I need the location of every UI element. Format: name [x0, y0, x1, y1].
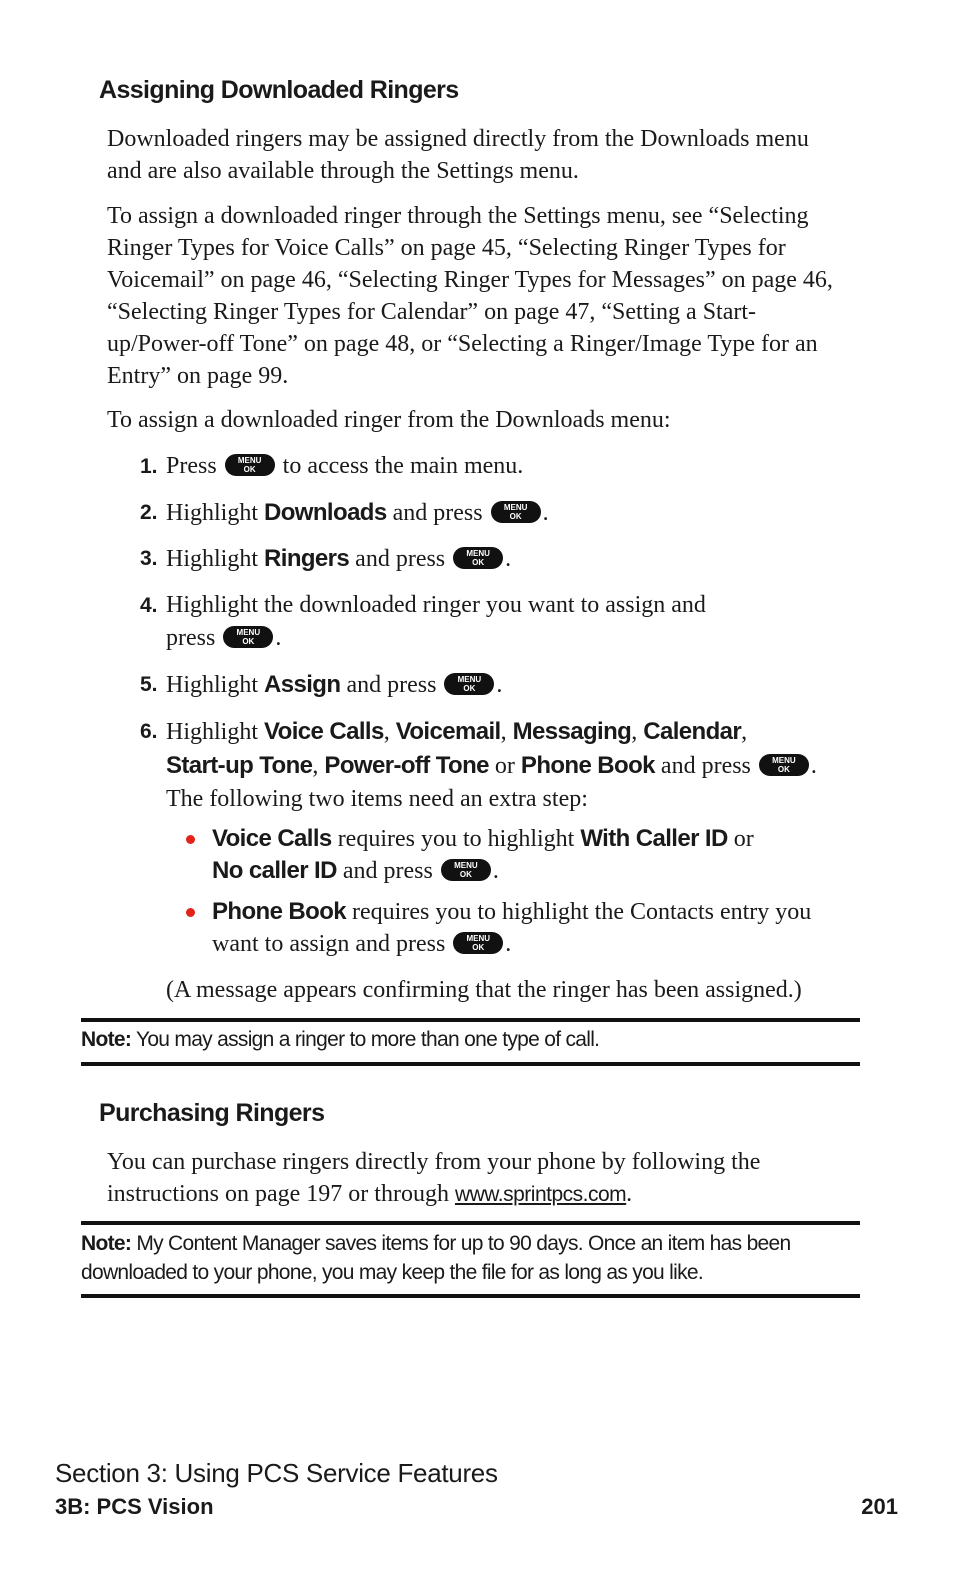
section-heading-assigning: Assigning Downloaded Ringers — [99, 76, 459, 104]
note-2: Note: My Content Manager saves items for up to 90 days. Once an item has been downloaded to your phone, you may keep the file for as long as you like. — [81, 1232, 791, 1284]
bullet-voice-calls: Voice Calls requires you to highlight With Caller ID or No caller ID and press MENU OK . — [186, 823, 856, 887]
step-2: 2. Highlight Downloads and press MENU OK . — [140, 496, 850, 530]
footer-section-title: Section 3: Using PCS Service Features — [55, 1458, 498, 1488]
page-number: 201 — [861, 1494, 898, 1519]
purchasing-paragraph: You can purchase ringers directly from your phone by following the instructions on page 197 or through www.sprintpcs.com. — [107, 1149, 761, 1207]
section-heading-purchasing: Purchasing Ringers — [99, 1099, 325, 1127]
menu-item-downloads: Downloads — [264, 499, 387, 526]
note-1: Note: You may assign a ringer to more than one type of call. — [81, 1028, 600, 1051]
step-number: 1. — [140, 455, 158, 478]
menu-ok-key-icon: MENU OK — [441, 859, 491, 881]
menu-ok-key-icon: MENU OK — [444, 673, 494, 695]
option-calendar: Calendar — [643, 718, 742, 745]
step-number: 6. — [140, 720, 158, 743]
option-messaging: Messaging — [512, 718, 632, 745]
bullet-phone-book: Phone Book requires you to highlight the Contacts entry you want to assign and press MENU OK . — [186, 896, 856, 960]
step-number: 4. — [140, 594, 158, 617]
step-number: 3. — [140, 547, 158, 570]
intro-paragraph: Downloaded ringers may be assigned directly from the Downloads menu and are also available through the Settings menu. — [107, 126, 809, 184]
step-number: 5. — [140, 673, 158, 696]
note-label: Note: — [81, 1028, 132, 1051]
downloads-paragraph: To assign a downloaded ringer from the Downloads menu: — [107, 407, 671, 433]
option-voice-calls: Voice Calls — [264, 718, 384, 745]
step-4: 4. Highlight the downloaded ringer you want to assign and press MENU OK . — [140, 589, 850, 655]
option-phone-book: Phone Book — [520, 752, 655, 779]
note-label: Note: — [81, 1232, 132, 1255]
menu-ok-key-icon: MENU OK — [453, 932, 503, 954]
bullet-dot-icon — [186, 835, 195, 844]
step-number: 2. — [140, 501, 158, 524]
step-1: 1. Press MENU OK to access the main menu. — [140, 450, 850, 483]
note-bottom-rule — [81, 1294, 860, 1298]
menu-ok-key-icon: MENU OK — [223, 626, 273, 648]
note-top-rule — [81, 1018, 860, 1022]
step-3: 3. Highlight Ringers and press MENU OK . — [140, 542, 850, 576]
footer-subsection: 3B: PCS Vision — [55, 1494, 214, 1519]
settings-paragraph: To assign a downloaded ringer through the Settings menu, see “Selecting Ringer Types for Voice Calls” on page 45, “Selecting Ringer Types for Voicemail” on page 46, “Selecting Ringer Types for Messages” on page 46, “Selecting Ringer Types for Calendar” on page 47, “Setting a Start-up/Power-off Tone” on page 48, or “Selecting a Ringer/Image Type for an Entry” on page 99. — [107, 203, 833, 389]
menu-item-assign: Assign — [264, 671, 341, 698]
option-voicemail: Voicemail — [395, 718, 501, 745]
note-bottom-rule — [81, 1062, 860, 1066]
confirmation-text: (A message appears confirming that the ringer has been assigned.) — [166, 977, 802, 1003]
step-6: 6. Highlight Voice Calls, Voicemail, Messaging, Calendar, Start-up Tone, Power-off Tone or Phone Book and press MENU OK . The following two items need an extra step: — [140, 715, 850, 816]
menu-ok-key-icon: MENU OK — [225, 454, 275, 476]
sprintpcs-link[interactable]: www.sprintpcs.com — [454, 1183, 627, 1206]
menu-ok-key-icon: MENU OK — [453, 547, 503, 569]
bullet-dot-icon — [186, 908, 195, 917]
note-top-rule — [81, 1221, 860, 1225]
option-startup-tone: Start-up Tone — [166, 752, 313, 779]
menu-item-ringers: Ringers — [264, 545, 350, 572]
option-poweroff-tone: Power-off Tone — [324, 752, 489, 779]
step-5: 5. Highlight Assign and press MENU OK . — [140, 668, 850, 702]
menu-ok-key-icon: MENU OK — [491, 501, 541, 523]
menu-ok-key-icon: MENU OK — [759, 754, 809, 776]
